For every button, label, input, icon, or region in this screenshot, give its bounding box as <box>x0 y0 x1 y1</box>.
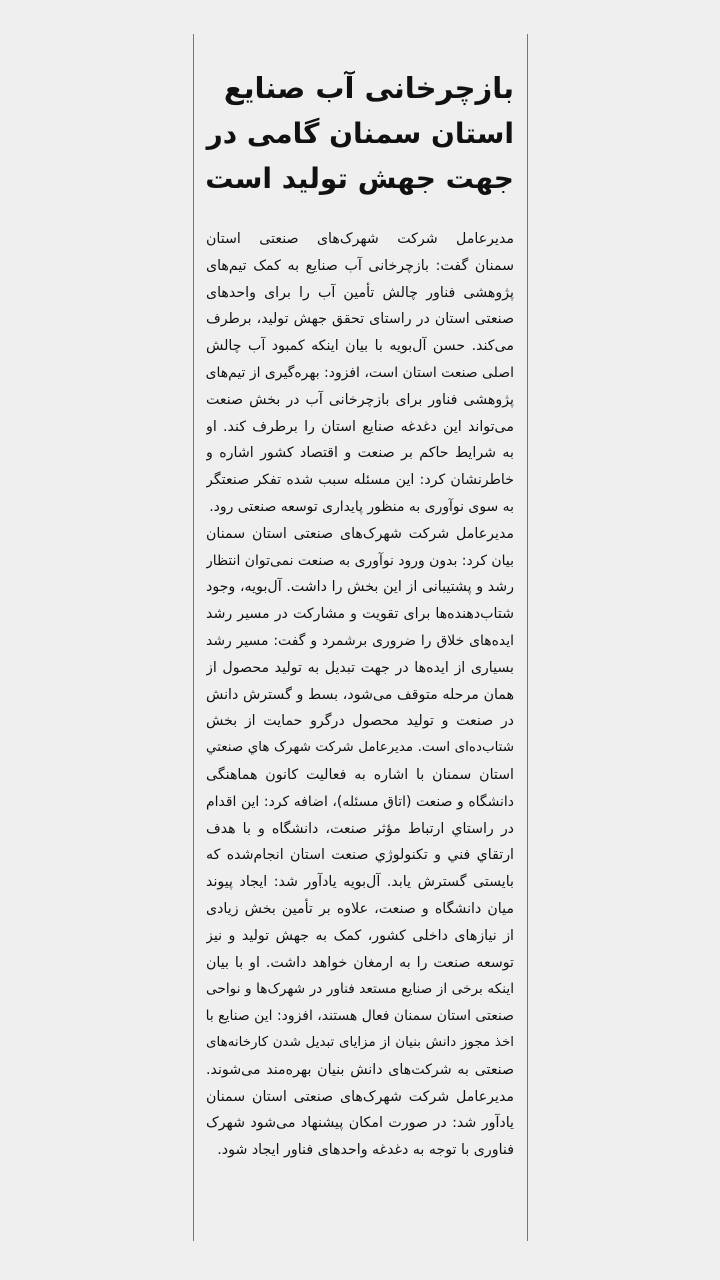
body-line: صنعتی به شرکت‌های دانش بنیان بهره‌مند می‌شوند. <box>206 1061 514 1078</box>
body-line: سمنان گفت: بازچرخانی آب صنایع به کمک تیم‌های <box>206 257 514 274</box>
body-line: پژوهشی فناور چالش تأمین آب را برای واحدهای <box>206 284 514 301</box>
body-line: مدیرعامل شرکت شهرک‌های صنعتی استان سمنان <box>206 1088 514 1105</box>
body-line: مدیرعامل شرکت شهرک‌های صنعتی استان <box>206 231 514 247</box>
body-line: در راستاي ارتباط مؤثر صنعت، دانشگاه و با هدف <box>206 820 514 837</box>
body-line: اینکه برخی از صنایع مستعد فناور در شهرک‌ها و نواحی <box>206 981 514 998</box>
body-line: می‌کند. حسن آل‌بویه با بیان اینکه کمبود آب چالش <box>206 338 514 355</box>
article-paragraph <box>206 521 514 1164</box>
body-line: به شرایط حاکم بر صنعت و اقتصاد کشور اشاره و <box>206 445 514 462</box>
headline-line: جهت جهش تولید است <box>205 162 514 195</box>
body-line: بسیاری از ایده‌ها در جهت تبدیل به تولید محصول از <box>206 659 514 676</box>
body-line: می‌تواند این دغدغه صنایع استان را برطرف کند. او <box>206 418 514 435</box>
body-line: از نیازهای داخلی کشور، کمک به جهش تولید و نیز <box>206 927 514 944</box>
body-line: صنعتی استان سمنان فعال هستند، افزود: این صنایع با <box>206 1008 514 1025</box>
body-line: رشد و پشتیبانی از این بخش را داشت. آل‌بویه، وجود <box>206 579 514 596</box>
news-article <box>206 66 514 1164</box>
body-line: شتاب‌دهنده‌ها برای تقویت و مشارکت در مسیر رشد <box>206 606 514 623</box>
body-line: در صنعت و تولید محصول درگرو حمایت از بخش <box>206 713 514 730</box>
article-headline <box>206 66 514 201</box>
body-line: دانشگاه و صنعت (اتاق مسئله)، اضافه کرد: این اقدام <box>206 793 514 810</box>
body-line: بیان کرد: بدون ورود نوآوری به صنعت نمی‌توان انتظار <box>206 552 514 569</box>
body-line: خاطرنشان کرد: این مسئله سبب شده تفکر صنعتگر <box>206 472 514 489</box>
body-line: اصلی صنعت استان است، افزود: بهره‌گیری از تیم‌های <box>206 364 514 381</box>
body-line: اخذ مجوز دانش بنیان از مزایای تبدیل شدن کارخانه‌های <box>206 1034 514 1050</box>
body-line: پژوهشی فناور برای بازچرخانی آب در بخش صنعت <box>206 391 514 408</box>
body-line: یادآور شد: در صورت امکان پیشنهاد می‌شود شهرک <box>206 1115 514 1132</box>
column-rule-right <box>527 34 528 1241</box>
headline-line: استان سمنان گامی در <box>206 117 514 150</box>
article-body <box>206 226 514 1164</box>
body-line: استان سمنان با اشاره به فعالیت کانون هماهنگی <box>206 766 514 783</box>
column-rule-left <box>193 34 194 1241</box>
body-line: ایده‌های خلاق را ضروری برشمرد و گفت: مسیر رشد <box>206 632 514 649</box>
body-line: فناوری با توجه به دغدغه واحدهای فناور ایجاد شود. <box>217 1142 514 1159</box>
body-line: توسعه صنعت را به ارمغان خواهد داشت. او با بیان <box>206 954 514 971</box>
body-line: همان مرحله متوقف می‌شود، بسط و گسترش دانش <box>206 686 514 703</box>
headline-line: بازچرخانی آب صنایع <box>223 71 514 105</box>
body-line: مدیرعامل شرکت شهرک‌های صنعتی استان سمنان <box>206 525 514 542</box>
body-line: شتاب‌ده‌ای است. مدیرعامل شرکت شهرک هاي صنعتي <box>206 740 514 756</box>
body-line: ارتقاي فني و تکنولوژي صنعت استان انجام‌شده که <box>206 847 514 864</box>
article-paragraph <box>206 226 514 521</box>
body-line: به سوی نوآوری به منظور پایداری توسعه صنعتی رود. <box>209 498 514 515</box>
body-line: بایستی گسترش یابد. آل‌بویه یادآور شد: ایجاد پیوند <box>206 874 514 891</box>
body-line: میان دانشگاه و صنعت، علاوه بر تأمین بخش زیادی <box>206 900 514 917</box>
body-line: صنعتی استان در راستای تحقق جهش تولید، برطرف <box>206 311 514 328</box>
